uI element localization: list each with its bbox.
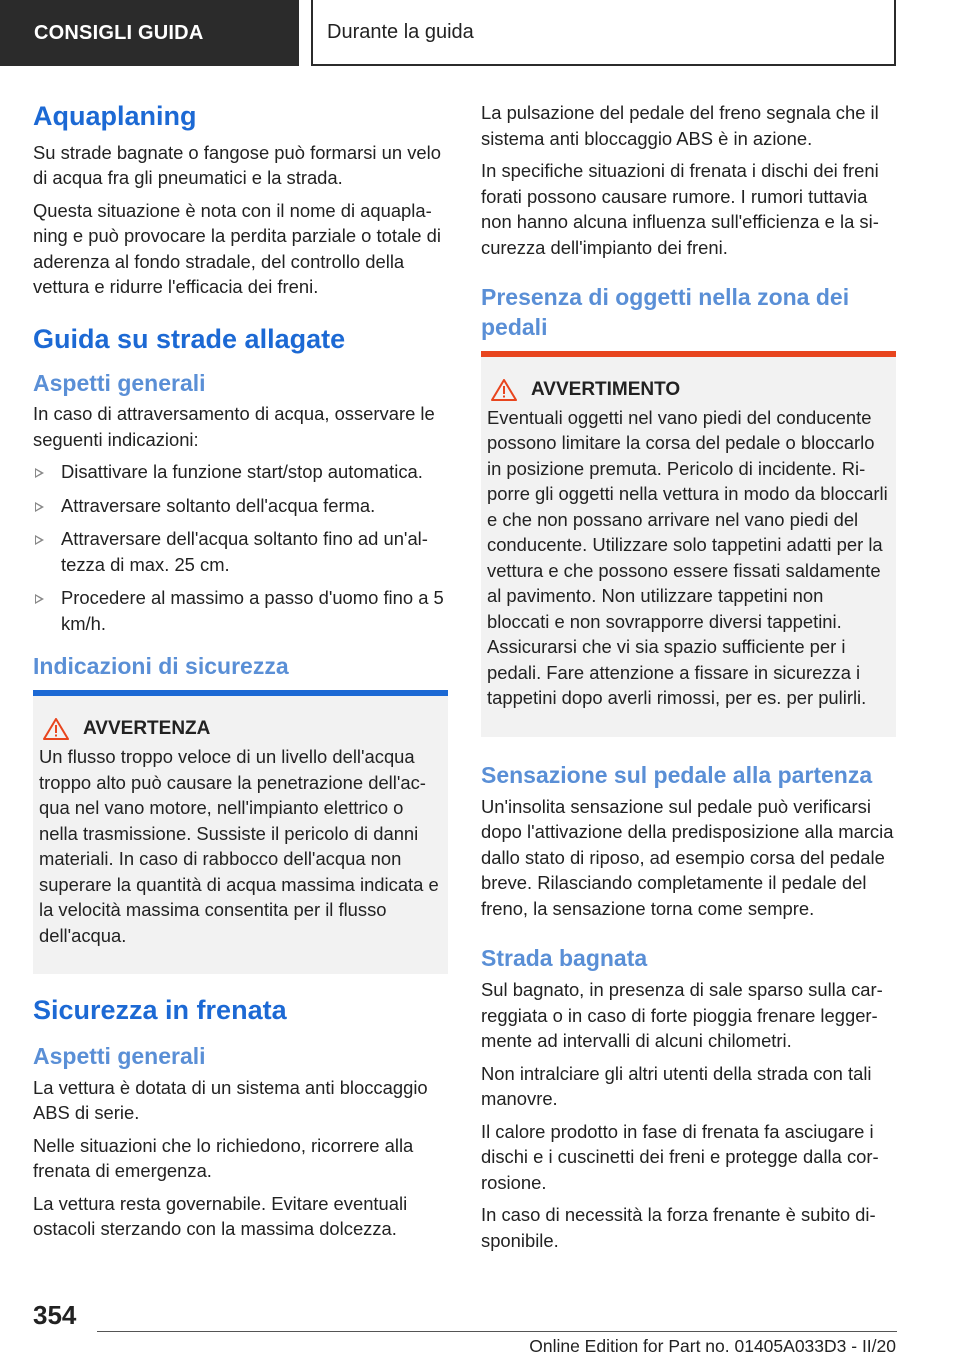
pedal-objects-heading: Presenza di oggetti nella zona dei pedali [481,284,850,340]
pedal-feel-heading: Sensazione sul pedale alla partenza [481,761,873,788]
left-column [33,100,448,1249]
chapter-tab [311,0,896,66]
warning-box [481,351,896,737]
triangle-bullet-icon [35,535,44,545]
notice-title: AVVERTENZA [39,718,442,740]
braking-safety-heading: Sicurezza in frenata [33,995,287,1026]
braking-paragraph-2: Nelle situazioni che lo richiedono, ricorrere alla frenata di emergenza. [33,1134,414,1182]
notice-box [33,690,448,974]
general-aspects-heading: Aspetti generali [33,369,206,396]
braking-paragraph-3: La vettura resta governabile. Evitare eventuali ostacoli sterzando con la massima dolcezza. [33,1192,408,1240]
braking-general-heading: Aspetti generali [33,1043,206,1070]
braking-paragraph-1: La vettura è dotata di un sistema anti bloccaggio ABS di serie. [33,1076,428,1124]
safety-notes-heading: Indicazioni di sicurezza [33,653,289,680]
warning-text: Eventuali oggetti nel vano piedi del conducente possono limitare la corsa del pedale o bloccarlo in posizione premuta. Pericolo di incidente. Riporre gli oggetti nella vettura in modo da bloccarli e che non possano arrivare nel vano piedi del conducente. Utilizzare solo tappetini adatti per la vettura e che possono essere fissati saldamente al pavimento. Non utilizzare tappetini non bloccati e non sovrapporre diversi tappetini. Assicurarsi che vi sia spazio sufficiente per i pedali. Fare attenzione a fissare in sicurezza i tappetini dopo averli rimossi, per es. per pulirli. [487,406,888,709]
aquaplaning-paragraph-2: Questa situazione è nota con il nome di aquaplaning e può provocare la perdita parziale o totale di aderenza al fondo stradale, del controllo della vettura e ridurre l'efficacia dei freni. [33,199,441,298]
list-item: Attraversare soltanto dell'acqua ferma. [33,493,448,519]
general-aspects-paragraph: In caso di attraversamento di acqua, osservare le seguenti indicazioni: [33,403,435,450]
aquaplaning-paragraph-1: Su strade bagnate o fangose può formarsi un velo di acqua fra gli pneumatici e la strada. [33,141,441,189]
flooded-roads-list [33,459,448,636]
section-tab [0,0,299,66]
list-item: Procedere al massimo a passo d'uomo fino a 5 km/h. [33,585,448,636]
page-number: 354 [33,1300,77,1330]
triangle-bullet-icon [35,468,44,478]
wet-road-paragraph-4: In caso di necessità la forza frenante è subito disponibile. [481,1204,876,1251]
wet-road-paragraph-3: Il calore prodotto in fase di frenata fa asciugare i dischi e i cuscinetti dei freni e protegge dalla corrosione. [481,1120,879,1193]
abs-paragraph: La pulsazione del pedale del freno segnala che il sistema anti bloccaggio ABS è in azione. [481,102,879,149]
wet-road-paragraph-1: Sul bagnato, in presenza di sale sparso sulla carreggiata o in caso di forte pioggia frenare leggermente ad intervalli di alcuni chilometri. [481,979,883,1052]
pedal-feel-paragraph: Un'insolita sensazione sul pedale può verificarsi dopo l'attivazione della predisposizione alla marcia dallo stato di riposo, ad esempio corsa del pedale breve. Rilasciando completamente il pedale del freno, la sensazione torna come sempre. [481,795,894,919]
notice-text: Un flusso troppo veloce di un livello dell'acqua troppo alto può causare la penetrazione dell'acqua nel vano motore, nell'impianto elettrico o nella trasmissione. Sussiste il pericolo di danni materiali. In caso di rabbocco dell'acqua non superare la quantità di acqua massima indicata e la velocità massima consentita per il flusso dell'acqua. [39,746,439,946]
section-label: CONSIGLI GUIDA [34,21,204,44]
triangle-bullet-icon [35,594,44,604]
list-item: Disattivare la funzione start/stop automatica. [33,459,448,485]
list-item: Attraversare dell'acqua soltanto fino ad un'altezza di max. 25 cm. [33,526,448,577]
warning-title: AVVERTIMENTO [487,379,890,401]
chapter-label: Durante la guida [327,20,474,43]
warning-triangle-icon [43,718,69,740]
right-column [481,100,896,1260]
flooded-roads-heading: Guida su strade allagate [33,323,346,354]
wet-road-heading: Strada bagnata [481,945,648,972]
footer-divider [97,1331,897,1332]
brake-noise-paragraph: In specifiche situazioni di frenata i dischi dei freni forati possono causare rumore. I rumori tuttavia non hanno alcuna influenza sull'efficienza e la sicurezza dell'impianto dei freni. [481,160,879,258]
aquaplaning-heading: Aquaplaning [33,101,197,131]
warning-triangle-icon [491,379,517,401]
edition-footer: Online Edition for Part no. 01405A033D3 - II/20 [529,1336,896,1356]
triangle-bullet-icon [35,502,44,512]
wet-road-paragraph-2: Non intralciare gli altri utenti della strada con tali manovre. [481,1062,872,1110]
